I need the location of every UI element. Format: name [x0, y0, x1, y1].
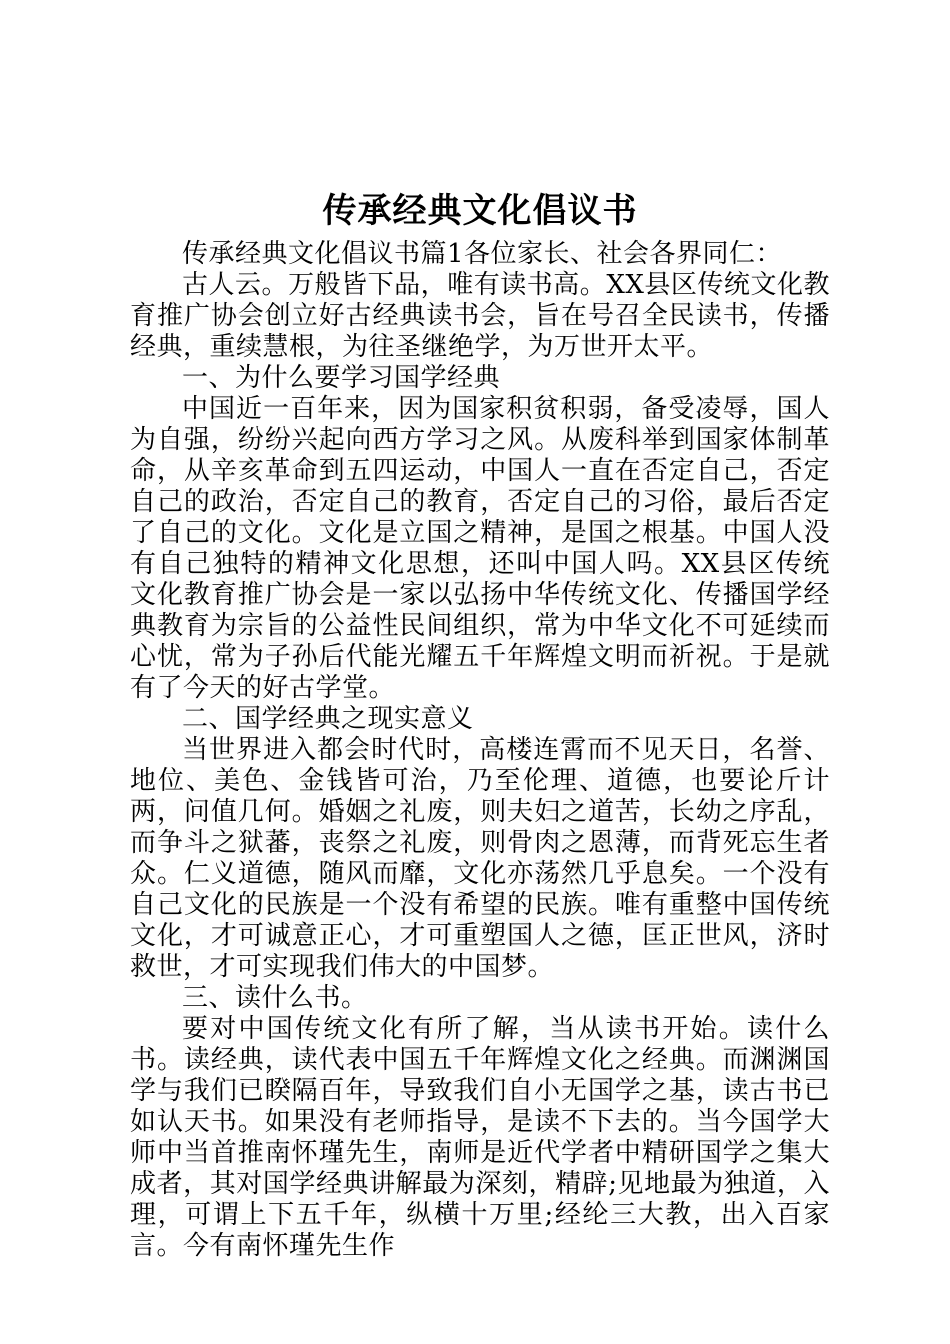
- paragraph-intro: 古人云。万般皆下品，唯有读书高。XX县区传统文化教育推广协会创立好古经典读书会，旨在号召全民读书，传播经典，重续慧根，为往圣继绝学，为万世开太平。: [130, 270, 830, 362]
- section-heading-2: 二、国学经典之现实意义: [182, 704, 474, 734]
- paragraph-section-2: 当世界进入都会时代时，高楼连霄而不见天日，名誉、地位、美色、金钱皆可治，乃至伦理、道德，也要论斤计两，问值几何。婚姻之礼废，则夫妇之道苦，长幼之序乱，而争斗之狱蕃，丧祭之礼废，则骨肉之恩薄，而背死忘生者众。仁义道德，随风而靡，文化亦荡然几乎息矣。一个没有自己文化的民族是一个没有希望的民族。唯有重整中国传统文化，才可诚意正心，才可重塑国人之德，匡正世风，济时救世，才可实现我们伟大的中国梦。: [130, 735, 830, 982]
- section-heading-1: 一、为什么要学习国学经典: [182, 363, 501, 393]
- section-heading-3: 三、读什么书。: [182, 983, 368, 1013]
- paragraph-section-1: 中国近一百年来，因为国家积贫积弱，备受凌辱，国人为自强，纷纷兴起向西方学习之风。从废科举到国家体制革命，从辛亥革命到五四运动，中国人一直在否定自己，否定自己的政治，否定自己的教育，否定自己的习俗，最后否定了自己的文化。文化是立国之精神，是国之根基。中国人没有自己独特的精神文化思想，还叫中国人吗。XX县区传统文化教育推广协会是一家以弘扬中华传统文化、传播国学经典教育为宗旨的公益性民间组织，常为中华文化不可延续而心忧，常为子孙后代能光耀五千年辉煌文明而祈祝。于是就有了今天的好古学堂。: [130, 394, 830, 703]
- paragraph-salutation: 传承经典文化倡议书篇1各位家长、社会各界同仁：: [182, 239, 783, 269]
- document-page: [130, 185, 830, 1262]
- paragraph-section-3: 要对中国传统文化有所了解，当从读书开始。读什么书。读经典，读代表中国五千年辉煌文化之经典。而渊渊国学与我们已睽隔百年，导致我们自小无国学之基，读古书已如认天书。如果没有老师指导，是读不下去的。当今国学大师中当首推南怀瑾先生，南师是近代学者中精研国学之集大成者，其对国学经典讲解最为深刻，精辟;见地最为独道，入理，可谓上下五千年，纵横十万里;经纶三大教，出入百家言。今有南怀瑾先生作: [130, 1014, 830, 1261]
- document-title: 传承经典文化倡议书: [322, 191, 638, 231]
